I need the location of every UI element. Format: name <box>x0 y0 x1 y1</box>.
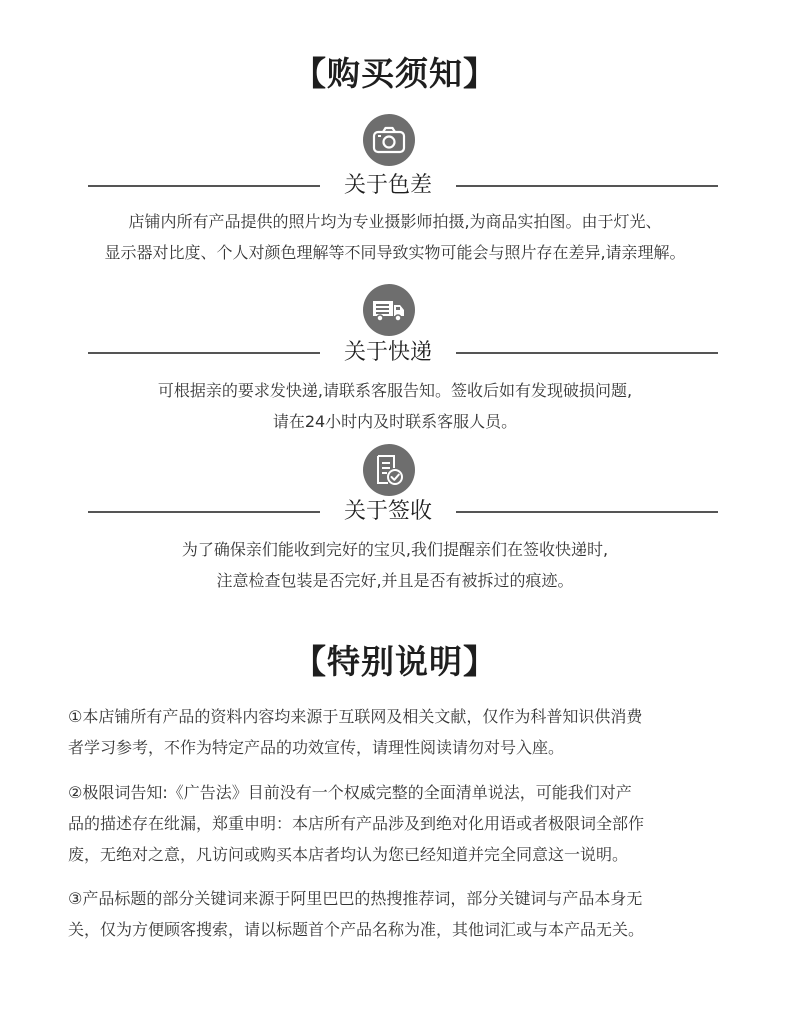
divider-line-right <box>456 185 718 187</box>
special-note-3 <box>68 883 748 945</box>
special-note-1 <box>68 701 748 763</box>
text-line: 关，仅为方便顾客搜索，请以标题首个产品名称为准，其他词汇或与本产品无关。 <box>68 920 645 939</box>
document-check-icon <box>363 444 415 496</box>
text-line: 品的描述存在纰漏，郑重申明：本店所有产品涉及到绝对化用语或者极限词全部作 <box>68 814 645 833</box>
text-line: ②极限词告知:《广告法》目前没有一个权威完整的全面清单说法，可能我们对产 <box>68 783 632 802</box>
text-line: 废，无绝对之意，凡访问或购买本店者均认为您已经知道并完全同意这一说明。 <box>68 845 629 864</box>
special-notice-title: 【特别说明】 <box>293 642 497 681</box>
text-line: 注意检查包装是否完好,并且是否有被拆过的痕迹。 <box>216 571 574 590</box>
divider-line-right <box>456 511 718 513</box>
text-line: ①本店铺所有产品的资料内容均来源于互联网及相关文献，仅作为科普知识供消费 <box>68 707 643 726</box>
text-line: 请在24小时内及时联系客服人员。 <box>272 412 518 431</box>
special-note-2 <box>68 777 748 870</box>
section-text-delivery <box>40 375 750 437</box>
divider-line-left <box>88 352 320 354</box>
text-line: ③产品标题的部分关键词来源于阿里巴巴的热搜推荐词，部分关键词与产品本身无 <box>68 889 643 908</box>
text-line: 显示器对比度、个人对颜色理解等不同导致实物可能会与照片存在差异,请亲理解。 <box>104 243 686 262</box>
section-header-receipt <box>0 497 790 527</box>
purchase-notice-title: 【购买须知】 <box>293 54 497 93</box>
text-line: 为了确保亲们能收到完好的宝贝,我们提醒亲们在签收快递时, <box>181 540 609 559</box>
divider-line-left <box>88 511 320 513</box>
section-header-delivery <box>0 338 790 368</box>
section-title-delivery: 关于快递 <box>343 340 432 365</box>
section-title-receipt: 关于签收 <box>343 499 432 524</box>
delivery-truck-icon <box>363 284 415 336</box>
text-line: 者学习参考，不作为特定产品的功效宣传，请理性阅读请勿对号入座。 <box>68 738 565 757</box>
text-line: 店铺内所有产品提供的照片均为专业摄影师拍摄,为商品实拍图。由于灯光、 <box>128 212 662 231</box>
divider-line-right <box>456 352 718 354</box>
camera-icon <box>363 114 415 166</box>
divider-line-left <box>88 185 320 187</box>
section-title-color: 关于色差 <box>343 173 432 198</box>
section-text-receipt <box>40 534 750 596</box>
section-header-color <box>0 171 790 201</box>
section-text-color <box>40 206 750 268</box>
text-line: 可根据亲的要求发快递,请联系客服告知。签收后如有发现破损问题, <box>157 381 633 400</box>
